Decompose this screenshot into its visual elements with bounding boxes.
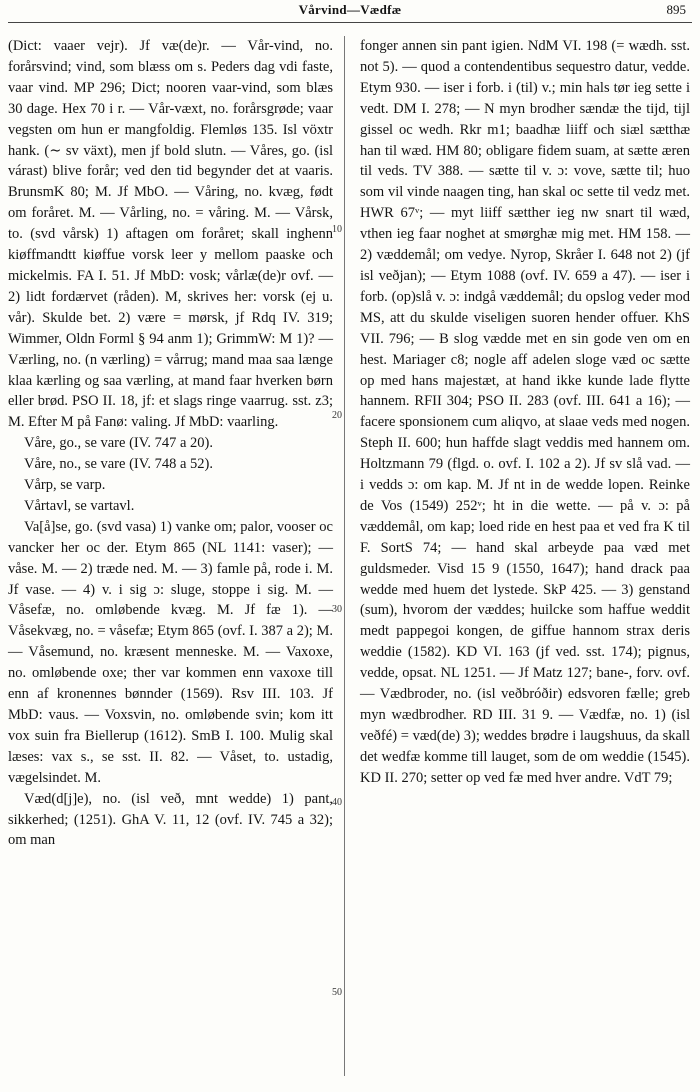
entry-vaartavl: Vårtavl, se vartavl. — [24, 497, 135, 514]
line-number: 50 — [332, 987, 342, 998]
column-divider — [344, 36, 345, 1076]
entry-vaare-no: Våre, no., se vare (IV. 748 a 52). — [24, 456, 213, 473]
line-number: 40 — [332, 797, 342, 808]
header-rule — [8, 22, 692, 23]
right-column — [360, 36, 690, 789]
running-title: Vårvind—Vædfæ — [298, 2, 402, 17]
entry-vaase: Va[å]se, go. (svd vasa) 1) vanke om; palor, vooser oc vancker her oc der. Etym 865 (NL 1141: vaser); — våse. M. — 2) træde ned. M. — 3) famle på, rode i. M. Jf vase. — 4) v. i sig ɔ: sluge, stoppe i sig. M. — Våsefæ, no. omløbende kvæg. M. Jf fæ 1). — Våsekvæg, no. = våsefæ; Etym 865 (ovf. I. 387 a 2); M. — Våsemund, no. kræsent menneske. M. — Vaxoxe, no. omløbende oxe; ther var kommen enn vaxoxe till enn af kronennes bønnder (1569). Rsv III. 103. Jf MbD: vaus. — Voxsvin, no. omløbende svin; kom itt vox suin fra Biellerup (1612). SmB I. 100. Mulig skal læses: vax s., se sst. II. 82. — Våset, to. ustadig, vægelsindet. M. — [8, 518, 333, 786]
page-header — [0, 0, 700, 20]
line-number: 10 — [332, 224, 342, 235]
page-number: 895 — [666, 2, 686, 17]
left-column — [8, 36, 333, 851]
entry-vaare-go: Våre, go., se vare (IV. 747 a 20). — [24, 435, 213, 452]
entry-vaarp: Vårp, se varp. — [24, 477, 106, 494]
line-number: 30 — [332, 604, 342, 615]
entry-vaedde: Væd(d[j]e), no. (isl veð, mnt wedde) 1) pant, sikkerhed; (1251). GhA V. 11, 12 (ovf. IV. 745 a 32); om man — [8, 790, 333, 849]
entry-vaedde-continued: fonger annen sin pant igien. NdM VI. 198 (= wædh. sst. not 5). — quod a contendentibus sequestro datur, vedde. Etym 930. — iser i forb. i (til) v.; min hals tør ieg sette i vedt. DM I. 278; — N myn brodher sændæ the tijd, tijl gissel oc wedh. Rkr m1; baadhæ liiff och siæl sætthæ han til wæd. HM 80; obligare fidem suam, at sætte æren til veds. TV 388. — sætte til v. ɔ: vove, sætte til; huo som vil vinde naagen ting, han skal oc sette til vedz met. HWR 67ᵛ; — myt liiff sætther ieg nw snart til wæd, vthen ieg faar noghet at smørghæ mig met. HM 158. — 2) væddemål; om vedye. Nyrop, Skråer I. 648 not 2) (jf isl veðjan); — Etym 1088 (ovf. IV. 659 a 47). — iser i forb. (op)slå v. ɔ: indgå væddemål; du opslog veder mod MS, att du skulde viseligen suoren hender offuer. KhS VII. 796; — B slog vædde met en sin gode ven om en hest. Mariager c8; nogle aff adelen sloge væd oc sætte op med hans majestæt, at hand ikke kunde lade flytte hannem. RFII 304; PSO II. 283 (ovf. III. 641 a 16); — facere sponsionem cum aliqvo, at slaae veds med nogen. Steph II. 600; hun haffde slagt veddis med hannem om. Holtzmann 79 (flgd. o. ovf. I. 102 a 2). Jf sv slå vad. — i vedds ɔ: om kap. M. Jf nt in de wedde lopen. Reinke de Vos (1549) 252ᵛ; ht in die wette. — på v. ɔ: på væddemål, om kap; loed ride en hest paa et ved fra K til F. SortS 74; — hand skal arbeyde paa væd met guldsmeder. Visd 15 9 (1550, 1647); hand drack paa wedde med huem det lystede. SkP 425. — 3) genstand (sum), hvorom der væddes; huilcke som haffue weddit medt pappegoi kongen, de giffue hannom strax deris weddie (1582). KD VI. 163 (jf ved. sst. 174); pignus, vedde, opsat. NL 1251. — Jf Matz 127; bane-, forv. ovf. — Vædbroder, no. (isl veðbróðir) edsvoren fælle; greb myn wædbrodher. RD III. 31 9. — Vædfæ, no. 1) (isl veðfé) = væd(de) 3); weddes brødre i laugshuus, da skall det wedfæ komme till lauget, som de om weddie (1545). KD II. 270; setter op ved fæ med hver andre. VdT 79; — [360, 38, 690, 786]
entry-vaarvind: (Dict: vaaer vejr). Jf væ(de)r. — Vår-vind, no. forårsvind; vind, som blæss om s. Peders dag vdi faste, vaar vind. MP 296; Dict; nooren vaar-vind, som blæs 30 dage. Hex 70 i r. — Vår-væxt, no. forårsgrøde; vaar vegsten om hun er mangfoldig. Flemløs 135. Isl vöxtr hank. (∼ sv växt), men jf bold slutn. — Våres, go. (isl várast) blive forår; ved den tid begynder det at vaaris. BrunsmK 80; M. Jf MbO. — Våring, no. kvæg, født om foråret. M. — Vårling, no. = våring. M. — Vårsk, to. (svd vårsk) 1) aftagen om foråret; skall inghenn kiøffmandtt kiøffue vorsk leer y mellom paaske och mickelmis. FA I. 51. Jf MbD: vosk; vårlæ(de)r ovf. — 2) lidt fordærvet (råden). M, skrives her: vorsk (ej u. vår). Skulde bet. 2) være = mørsk, jf Rdq IV. 319; Wimmer, Oldn Forml § 94 anm 1); GrimmW: M 1)? — Værling, no. (n værling) = vårrug; mand maa saa længe klaa kærling og saa værling, at mand faar hverken børn eller brød. PSO II. 18, jf: et slags ringe vaarrug. sst. z3; M. Efter M på Fanø: valing. Jf MbD: vaarling. — [8, 38, 333, 431]
line-number: 20 — [332, 410, 342, 421]
